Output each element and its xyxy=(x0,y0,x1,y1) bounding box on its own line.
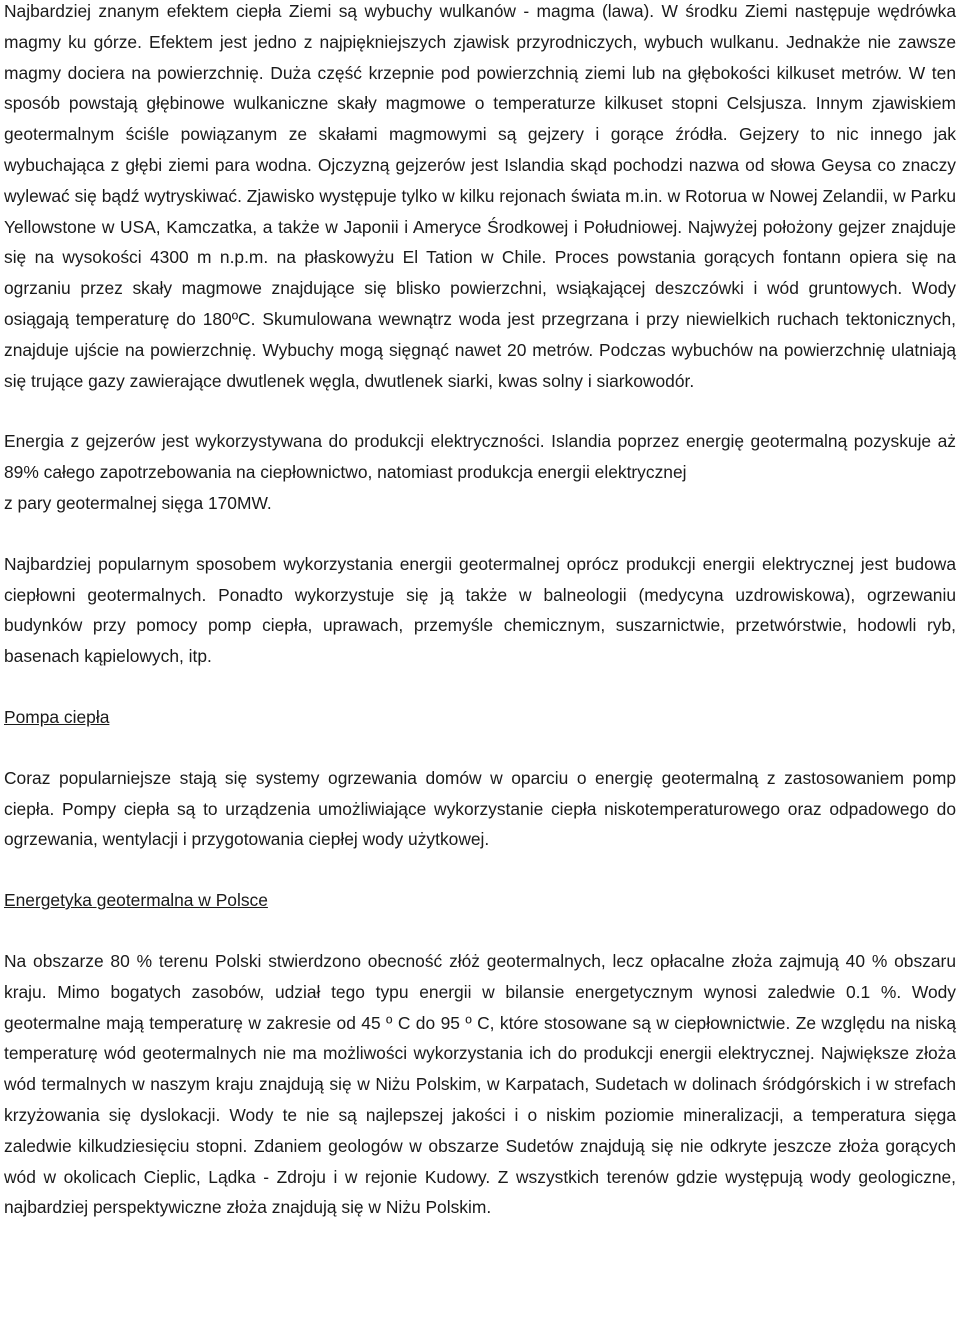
paragraph-geyser-energy xyxy=(4,426,956,518)
paragraph-geothermal-poland: Na obszarze 80 % terenu Polski stwierdzono obecność złóż geotermalnych, lecz opłacalne złoża zajmują 40 % obszaru kraju. Mimo bogatych zasobów, udział tego typu energii w bilansie energetycznym wynosi zaledwie 0.1 %. Wody geotermalne mają temperaturę w zakresie od 45 º C do 95 º C, które stosowane są w ciepłownictwie. Ze względu na niską temperaturę wód geotermalnych nie ma możliwości wykorzystania ich do produkcji energii elektrycznej. Największe złoża wód termalnych w naszym kraju znajdują się w Niżu Polskim, w Karpatach, Sudetach w dolinach śródgórskich i w strefach krzyżowania się dyslokacji. Wody te nie są najlepszej jakości i o niskim poziomie mineralizacji, a temperatura sięga zaledwie kilkudziesięciu stopni. Zdaniem geologów w obszarze Sudetów znajdują się nie odkryte jeszcze złoża gorących wód w okolicach Cieplic, Lądka - Zdroju i w rejonie Kudowy. Z wszystkich terenów gdzie występują wody geologiczne, najbardziej perspektywiczne złoża znajdują się w Niżu Polskim. xyxy=(4,950,956,1218)
paragraph-heat-pump: Coraz popularniejsze stają się systemy ogrzewania domów w oparciu o energię geotermalną z zastosowaniem pomp ciepła. Pompy ciepła są to urządzenia umożliwiające wykorzystanie ciepła niskotemperaturowego oraz odpadowego do ogrzewania, wentylacji i przygotowania ciepłej wody użytkowej. xyxy=(4,767,956,850)
heading-heat-pump: Pompa ciepła xyxy=(4,706,110,727)
paragraph-geyser-energy-line-1: Energia z gejzerów jest wykorzystywana do produkcji elektryczności. Islandia poprzez energię geotermalną pozyskuje aż 89% całego zapotrzebowania na ciepłownictwo, natomiast produkcja energii elektrycznej xyxy=(4,431,956,483)
paragraph-geyser-energy-line-2: z pary geotermalnej sięga 170MW. xyxy=(4,492,272,513)
heading-geothermal-poland: Energetyka geotermalna w Polsce xyxy=(4,890,268,911)
paragraph-geothermal-uses: Najbardziej popularnym sposobem wykorzystania energii geotermalnej oprócz produkcji energii elektrycznej jest budowa ciepłowni geotermalnych. Ponadto wykorzystuje się ją także w balneologii (medycyna uzdrowiskowa), ogrzewaniu budynków przy pomocy pomp ciepła, uprawach, przemyśle chemicznym, suszarnictwie, przetwórstwie, hodowli ryb, basenach kąpielowych, itp. xyxy=(4,553,956,667)
paragraph-geysers-intro: Najbardziej znanym efektem ciepła Ziemi są wybuchy wulkanów - magma (lawa). W środku Ziemi następuje wędrówka magmy ku górze. Efektem jest jedno z najpiękniejszych zjawisk przyrodniczych, wybuch wulkanu. Jednakże nie zawsze magmy dociera na powierzchnię. Duża część krzepnie pod powierzchnią ziemi lub na głębokości kilkuset metrów. W ten sposób powstają głębinowe wulkaniczne skały magmowe o temperaturze kilkuset stopni Celsjusza. Innym zjawiskiem geotermalnym ściśle powiązanym ze skałami magmowymi są gejzery i gorące źródła. Gejzery to nic innego jak wybuchająca z głębi ziemi para wodna. Ojczyzną gejzerów jest Islandia skąd pochodzi nazwa od słowa Geysa co znaczy wylewać się bądź wytryskiwać. Zjawisko występuje tylko w kilku rejonach świata m.in. w Rotorua w Nowej Zelandii, w Parku Yellowstone w USA, Kamczatka, a także w Japonii i Ameryce Środkowej i Południowej. Najwyżej położony gejzer znajduje się na wysokości 4300 m n.p.m. na płaskowyżu El Tation w Chile. Proces powstania gorących fontann opiera się na ogrzaniu przez skały magmowe znajdujące się blisko powierzchni, wsiąkającej deszczówki i wód gruntowych. Wody osiągają temperaturę do 180ºC. Skumulowana wewnątrz woda jest przegrzana i przy niewielkich ruchach tektonicznych, znajduje ujście na powierzchnię. Wybuchy mogą sięgnąć nawet 20 metrów. Podczas wybuchów na powierzchnię ulatniają się trujące gazy zawierające dwutlenek węgla, dwutlenek siarki, kwas solny i siarkowodór. xyxy=(4,1,956,391)
